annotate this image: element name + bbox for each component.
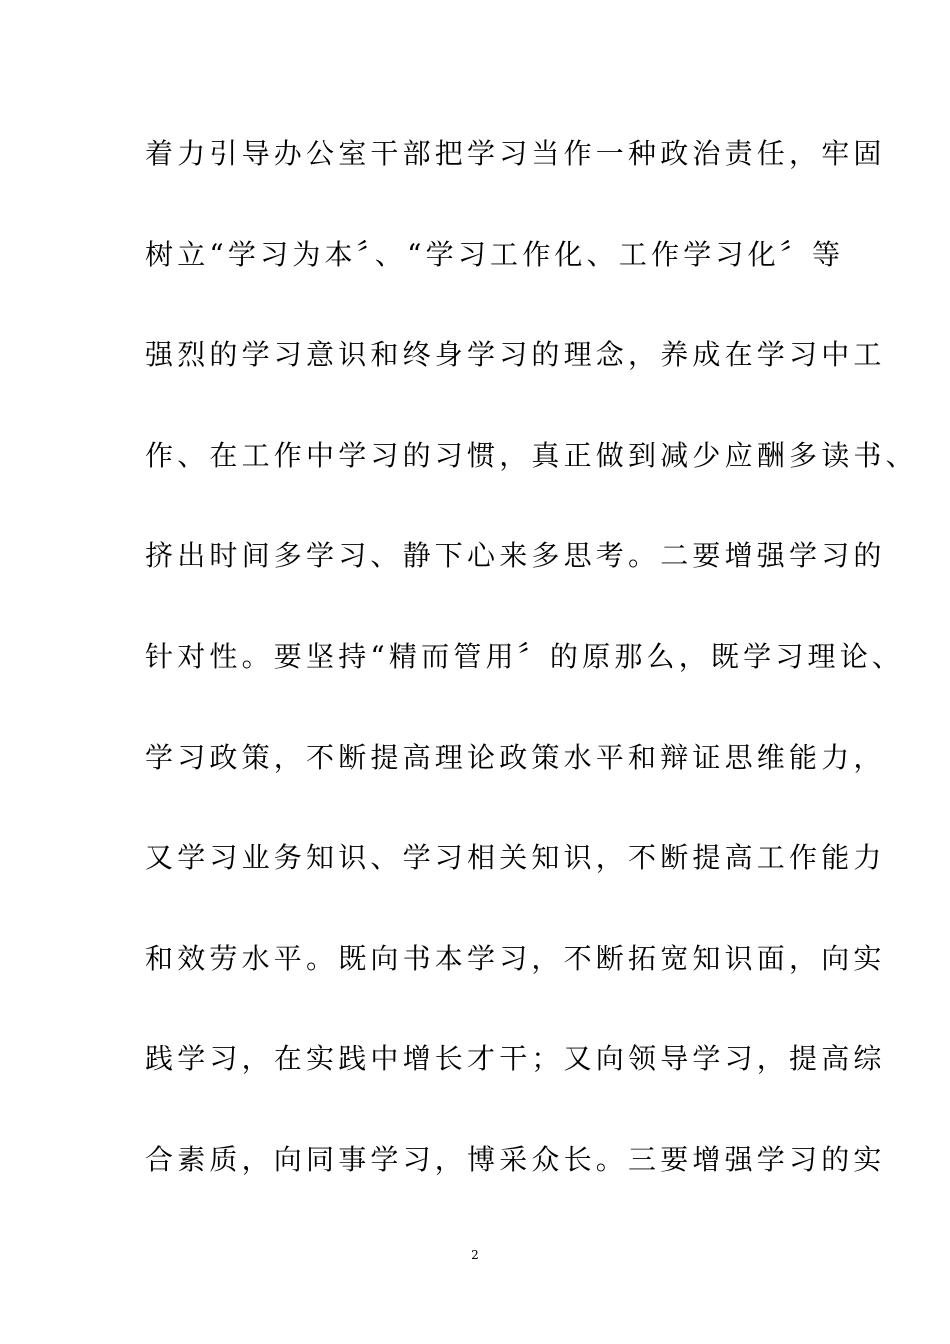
page-number: 2 [471, 1248, 479, 1262]
text-line-4: 作、在工作中学习的习惯，真正做到减少应酬多读书、 [145, 438, 918, 472]
text-line-9: 和效劳水平。既向书本学习，不断拓宽知识面，向实 [145, 941, 886, 975]
text-line-7: 学习政策，不断提高理论政策水平和辩证思维能力， [145, 740, 886, 774]
text-line-3: 强烈的学习意识和终身学习的理念，养成在学习中工 [145, 338, 886, 372]
text-line-10: 践学习，在实践中增长才干；又向领导学习，提高综 [145, 1042, 886, 1076]
text-line-8: 又学习业务知识、学习相关知识，不断提高工作能力 [145, 841, 886, 875]
text-line-1: 着力引导办公室干部把学习当作一种政治责任，牢固 [145, 137, 886, 170]
text-line-6: 针对性。要坚持“精而管用〞的原那么，既学习理论、 [145, 639, 905, 673]
text-line-2: 树立“学习为本〞、“学习工作化、工作学习化〞等 [145, 237, 845, 271]
text-line-11: 合素质，向同事学习，博采众长。三要增强学习的实 [145, 1142, 886, 1176]
body-text [145, 128, 918, 1235]
text-line-5: 挤出时间多学习、静下心来多思考。二要增强学习的 [145, 539, 886, 573]
